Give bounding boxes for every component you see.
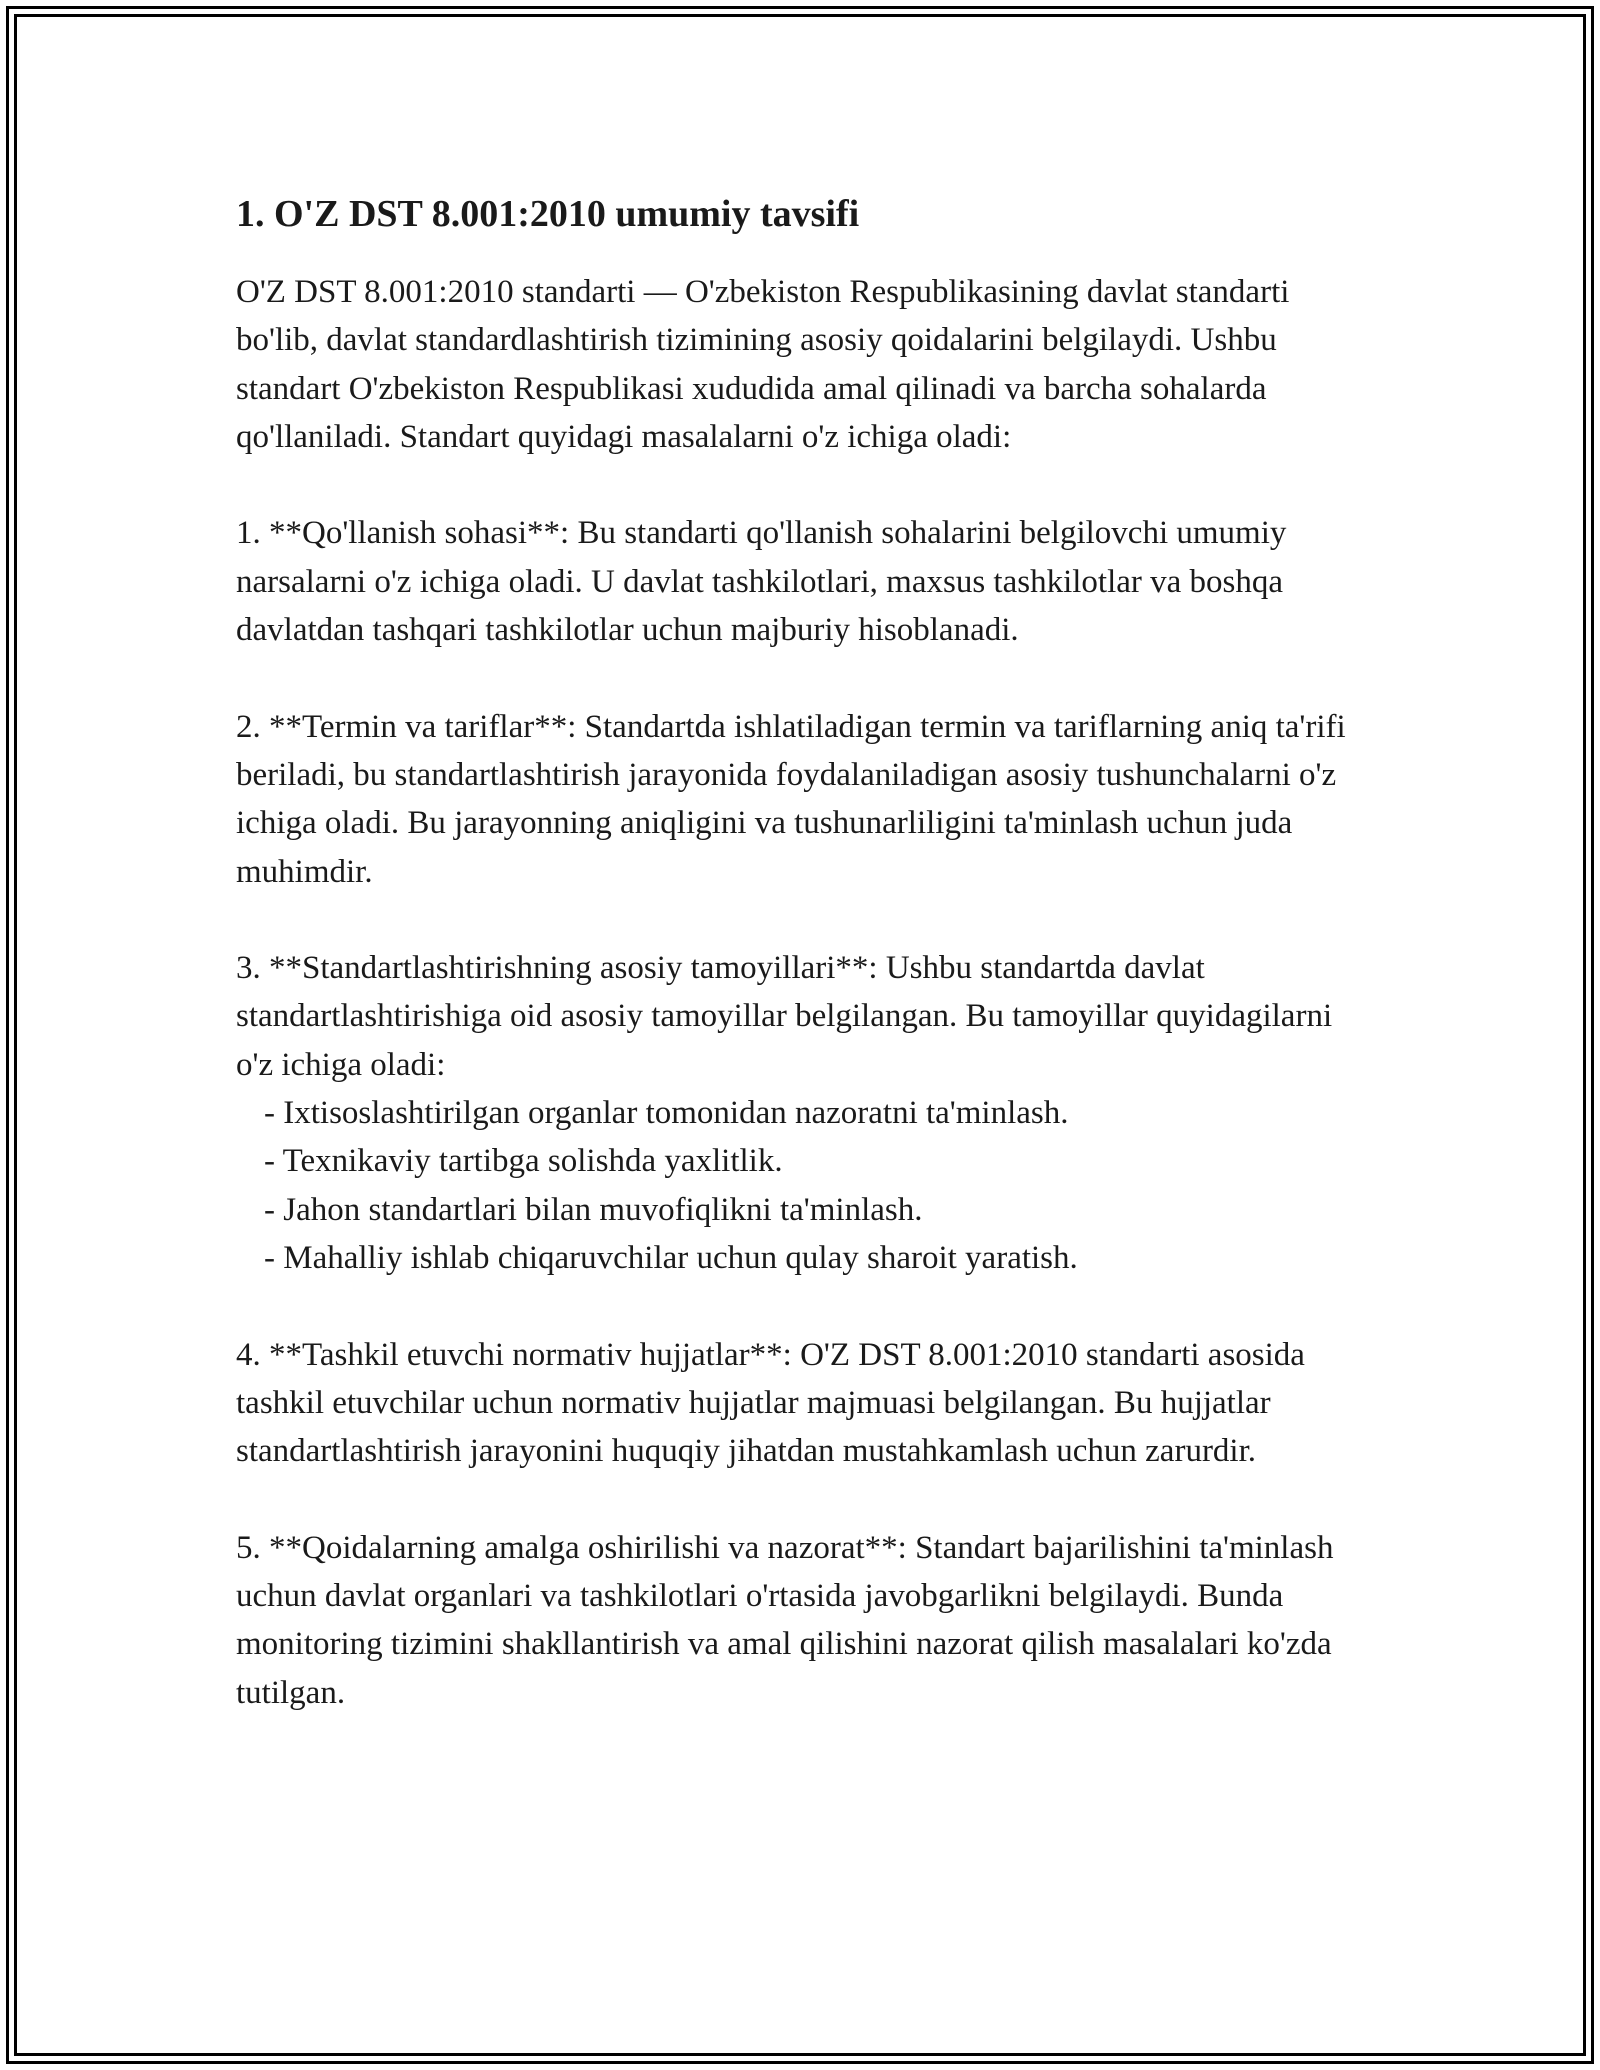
document-body xyxy=(236,190,1376,1717)
page-title: 1. O'Z DST 8.001:2010 umumiy tavsifi xyxy=(236,193,860,235)
section-3-paragraph: 3. **Standartlashtirishning asosiy tamoyillari**: Ushbu standartda davlat standartlashtirishiga oid asosiy tamoyillar belgilangan. Bu tamoyillar quyidagilarni o'z ichiga oladi: xyxy=(236,950,1333,1083)
section-5-paragraph: 5. **Qoidalarning amalga oshirilishi va nazorat**: Standart bajarilishini ta'minlash uchun davlat organlari va tashkilotlari o'rtasida javobgarlikni belgilaydi. Bunda monitoring tizimini shakllantirish va amal qilishini nazorat qilish masalalari ko'zda tutilgan. xyxy=(236,1529,1334,1711)
section-4-paragraph: 4. **Tashkil etuvchi normativ hujjatlar**: O'Z DST 8.001:2010 standarti asosida tashkil etuvchilar uchun normativ hujjatlar majmuasi belgilangan. Bu hujjatlar standartlashtirish jarayonini huquqiy jihatdan mustahkamlash uchun zarurdir. xyxy=(236,1336,1305,1470)
list-item: - Texnikaviy tartibga solishda yaxlitlik. xyxy=(264,1143,783,1180)
section-2-paragraph: 2. **Termin va tariflar**: Standartda ishlatiladigan termin va tariflarning aniq ta'rifi beriladi, bu standartlashtirish jarayonida foydalaniladigan asosiy tushunchalarni o'z ichiga oladi. Bu jarayonning aniqligini va tushunarliligini ta'minlash uchun juda muhimdir. xyxy=(236,708,1346,890)
section-1-paragraph: 1. **Qo'llanish sohasi**: Bu standarti qo'llanish sohalarini belgilovchi umumiy narsalarni o'z ichiga oladi. U davlat tashkilotlari, maxsus tashkilotlar va boshqa davlatdan tashqari tashkilotlar uchun majburiy hisoblanadi. xyxy=(236,515,1287,649)
list-item: - Jahon standartlari bilan muvofiqlikni ta'minlash. xyxy=(264,1191,923,1228)
list-item: - Mahalliy ishlab chiqaruvchilar uchun qulay sharoit yaratish. xyxy=(264,1239,1078,1276)
intro-paragraph: O'Z DST 8.001:2010 standarti — O'zbekiston Respublikasining davlat standarti bo'lib, davlat standardlashtirish tizimining asosiy qoidalarini belgilaydi. Ushbu standart O'zbekiston Respublikasi xududida amal qilinadi va barcha sohalarda qo'llaniladi. Standart quyidagi masalalarni o'z ichiga oladi: xyxy=(236,274,1290,455)
principles-list xyxy=(236,1089,1376,1282)
list-item: - Ixtisoslashtirilgan organlar tomonidan nazoratni ta'minlash. xyxy=(264,1095,1069,1132)
